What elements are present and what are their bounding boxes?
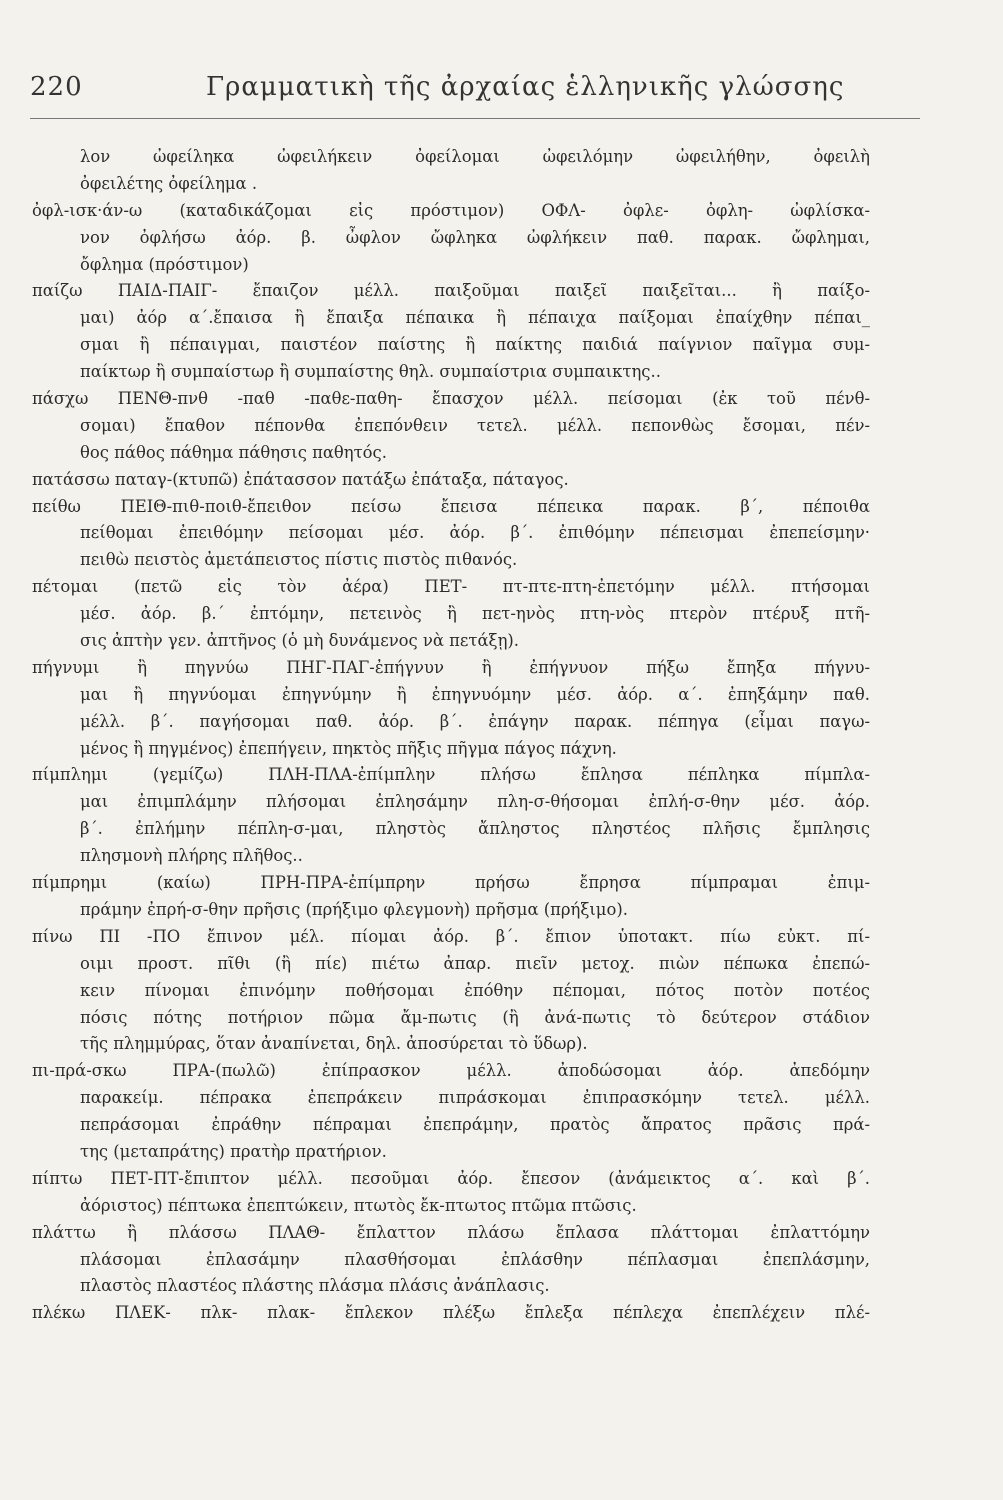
entry-head-line: πλέκω ΠΛΕΚ- πλκ- πλακ- ἔπλεκον πλέξω ἔπλεξα πέπλεχα ἐπεπλέχειν πλέ- (32, 1303, 870, 1323)
entry-continuation-line: λον ὠφείληκα ὠφειλήκειν ὀφείλομαι ὠφειλόμην ὠφειλήθην, ὀφειλὴ (80, 147, 870, 166)
entry-continuation-line: σις ἀπτὴν γεν. ἀπτῆνος (ὁ μὴ δυνάμενος νὰ πετάξῃ). (80, 631, 520, 651)
entry-head-line: πέτομαι (πετῶ εἰς τὸν ἀέρα) ΠΕΤ- πτ-πτε-πτη-ἐπετόμην μέλλ. πτήσομαι (32, 577, 870, 597)
running-title: Γραμματικὴ τῆς ἀρχαίας ἑλληνικῆς γλώσσης (206, 72, 845, 102)
entry-continuation-line: παρακείμ. πέπρακα ἐπεπράκειν πιπράσκομαι ἐπιπρασκόμην τετελ. μέλλ. (80, 1088, 870, 1108)
entry-continuation-line: τῆς πλημμύρας, ὅταν ἀναπίνεται, δηλ. ἀποσύρεται τὸ ὕδωρ). (80, 1034, 588, 1054)
entry-continuation-line: νον ὀφλήσω ἀόρ. β. ὦφλον ὤφληκα ὠφλήκειν παθ. παρακ. ὤφλημαι, (80, 227, 870, 247)
entry-continuation-line: ἀόριστος) πέπτωκα ἐπεπτώκειν, πτωτὸς ἔκ-πτωτος πτῶμα πτῶσις. (80, 1195, 637, 1215)
entry-head-line: πίμπλημι (γεμίζω) ΠΛΗ-ΠΛΑ-ἐπίμπλην πλήσω ἔπλησα πέπληκα πίμπλα- (32, 765, 870, 785)
entry-head-line: πείθω ΠΕΙΘ-πιθ-ποιθ-ἔπειθον πείσω ἔπεισα πέπεικα παρακ. β΄, πέποιθα (32, 496, 870, 516)
entry-head-line: πήγνυμι ἢ πηγνύω ΠΗΓ-ΠΑΓ-ἐπήγνυν ἢ ἐπήγνυον πήξω ἔπηξα πήγνυ- (32, 657, 870, 677)
entry-continuation-line: μαι ἢ πηγνύομαι ἐπηγνύμην ἢ ἐπηγνυόμην μέσ. ἀόρ. α΄. ἐπηξάμην παθ. (80, 684, 870, 704)
entry-continuation-line: μέλλ. β΄. παγήσομαι παθ. ἀόρ. β΄. ἐπάγην παρακ. πέπηγα (εἶμαι παγω- (80, 711, 870, 731)
entry-head-line: παίζω ΠΑΙΔ-ΠΑΙΓ- ἔπαιζον μέλλ. παιξοῦμαι παιξεῖ παιξεῖται... ἢ παίξο- (32, 281, 870, 301)
entry-head-line: πατάσσω παταγ-(κτυπῶ) ἐπάτασσον πατάξω ἐπάταξα, πάταγος. (32, 469, 569, 489)
entry-continuation-line: θος πάθος πάθημα πάθησις παθητός. (80, 442, 387, 462)
dictionary-body (32, 144, 870, 1327)
entry-continuation-line: πεπράσομαι ἐπράθην πέπραμαι ἐπεπράμην, πρατὸς ἄπρατος πρᾶσις πρά- (80, 1115, 870, 1135)
entry-continuation-line: πλαστὸς πλαστέος πλάστης πλάσμα πλάσις ἀνάπλασις. (80, 1276, 550, 1296)
entry-continuation-line: σμαι ἢ πέπαιγμαι, παιστέον παίστης ἢ παίκτης παιδιά παίγνιον παῖγμα συμ- (80, 335, 870, 355)
entry-continuation-line: μέσ. ἀόρ. β.΄ ἐπτόμην, πετεινὸς ἢ πετ-ηνὸς πτη-νὸς πτερὸν πτέρυξ πτῆ- (80, 604, 870, 624)
entry-continuation-line: μαι ἐπιμπλάμην πλήσομαι ἐπλησάμην πλη-σ-θήσομαι ἐπλή-σ-θην μέσ. ἀόρ. (80, 792, 870, 812)
entry-continuation-line: ὀφειλέτης ὀφείλημα . (80, 173, 258, 193)
entry-continuation-line: πλάσομαι ἐπλασάμην πλασθήσομαι ἐπλάσθην πέπλασμαι ἐπεπλάσμην, (80, 1249, 870, 1269)
entry-continuation-line: ὄφλημα (πρόστιμον) (80, 254, 249, 274)
entry-head-line: πίνω ΠΙ -ΠΟ ἔπινον μέλ. πίομαι ἀόρ. β΄. ἔπιον ὑποτακτ. πίω εὐκτ. πί- (32, 926, 870, 946)
entry-head-line: πάσχω ΠΕΝΘ-πνθ -παθ -παθε-παθη- ἔπασχον μέλλ. πείσομαι (ἐκ τοῦ πένθ- (32, 389, 870, 409)
header-rule (30, 118, 920, 119)
entry-continuation-line: πείθομαι ἐπειθόμην πείσομαι μέσ. ἀόρ. β΄. ἐπιθόμην πέπεισμαι ἐπεπείσμην· (80, 523, 870, 543)
entry-head-line: πίπτω ΠΕΤ-ΠΤ-ἔπιπτον μέλλ. πεσοῦμαι ἀόρ. ἔπεσον (ἀνάμεικτος α΄. καὶ β΄. (32, 1168, 870, 1188)
entry-continuation-line: πόσις πότης ποτήριον πῶμα ἄμ-πωτις (ἢ ἀνά-πωτις τὸ δεύτερον στάδιον (80, 1007, 870, 1027)
entry-continuation-line: πειθὼ πειστὸς ἀμετάπειστος πίστις πιστὸς πιθανός. (80, 550, 518, 570)
entry-continuation-line: παίκτωρ ἢ συμπαίστωρ ἢ συμπαίστης θηλ. συμπαίστρια συμπαικτης.. (80, 362, 661, 382)
entry-continuation-line: μαι) ἀόρ α΄.ἔπαισα ἢ ἔπαιξα πέπαικα ἢ πέπαιχα παίξομαι ἐπαίχθην πέπαι_ (80, 308, 870, 328)
entry-continuation-line: σομαι) ἔπαθον πέπονθα ἐπεπόνθειν τετελ. μέλλ. πεπονθὼς ἔσομαι, πέν- (80, 415, 870, 435)
entry-head-line: ὀφλ-ισκ·άν-ω (καταδικάζομαι εἰς πρόστιμον) ΟΦΛ- ὀφλε- ὀφλη- ὠφλίσκα- (32, 200, 870, 220)
entry-head-line: πι-πρά-σκω ΠΡΑ-(πωλῶ) ἐπίπρασκον μέλλ. ἀποδώσομαι ἀόρ. ἀπεδόμην (32, 1061, 870, 1081)
entry-continuation-line: β΄. ἐπλήμην πέπλη-σ-μαι, πληστὸς ἄπληστος πληστέος πλῆσις ἔμπλησις (80, 819, 870, 839)
entry-continuation-line: οιμι προστ. πῖθι (ἢ πίε) πιέτω ἀπαρ. πιεῖν μετοχ. πιὼν πέπωκα ἐπεπώ- (80, 953, 870, 973)
entry-continuation-line: της (μεταπράτης) πρατὴρ πρατήριον. (80, 1141, 387, 1161)
entry-head-line: πίμπρημι (καίω) ΠΡΗ-ΠΡΑ-ἐπίμπρην πρήσω ἔπρησα πίμπραμαι ἐπιμ- (32, 873, 870, 893)
entry-continuation-line: κειν πίνομαι ἐπινόμην ποθήσομαι ἐπόθην πέπομαι, πότος ποτὸν ποτέος (80, 980, 870, 1000)
entry-continuation-line: μένος ἢ πηγμένος) ἐπεπήγειν, πηκτὸς πῆξις πῆγμα πάγος πάχνη. (80, 738, 617, 758)
entry-continuation-line: πλησμονὴ πλήρης πλῆθος.. (80, 846, 303, 866)
page-number: 220 (30, 72, 83, 102)
entry-continuation-line: πράμην ἐπρή-σ-θην πρῆσις (πρήξιμο φλεγμονὴ) πρῆσμα (πρήξιμο). (80, 899, 628, 919)
page-header (30, 72, 930, 122)
entry-head-line: πλάττω ἢ πλάσσω ΠΛΑΘ- ἔπλαττον πλάσω ἔπλασα πλάττομαι ἐπλαττόμην (32, 1222, 870, 1242)
